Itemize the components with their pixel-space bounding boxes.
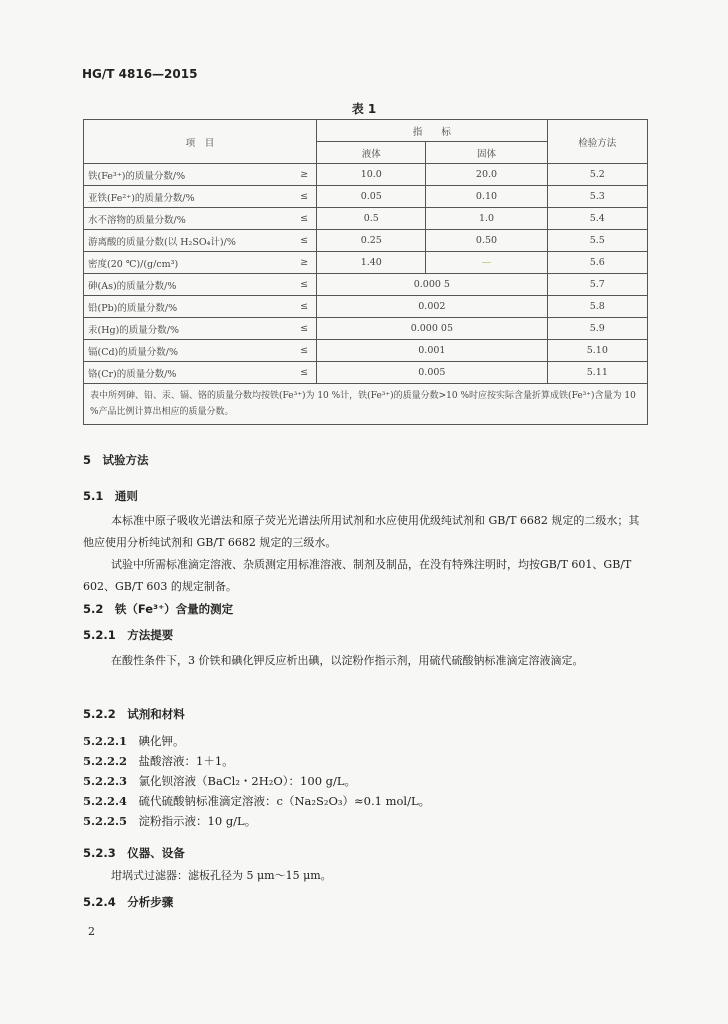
table-row <box>84 318 648 340</box>
page-number: 2 <box>88 925 95 938</box>
table-note: 表中所列砷、铅、汞、镉、铬的质量分数均按铁(Fe³⁺)为 10 %计，铁(Fe³⁺)的质量分数>10 %时应按实际含量折算成铁(Fe³⁺)含量为 10 %产品比例计算出相应的质量分数。 <box>84 384 648 425</box>
list-item-text: 盐酸溶液：1＋1。 <box>138 754 234 768</box>
list-item <box>83 793 430 809</box>
row-item: 亚铁(Fe²⁺)的质量分数/% <box>84 186 293 208</box>
header-indicator: 指 标 <box>317 120 547 142</box>
section-heading: 5.1 通则 <box>83 489 138 503</box>
row-method: 5.7 <box>547 274 647 296</box>
row-operator: ≤ <box>292 208 316 230</box>
row-operator: ≤ <box>292 362 316 384</box>
row-item: 铅(Pb)的质量分数/% <box>84 296 293 318</box>
paragraph: 在酸性条件下，3 价铁和碘化钾反应析出碘，以淀粉作指示剂，用硫代硫酸钠标准滴定溶液滴定。 <box>111 654 584 667</box>
header-liquid: 液体 <box>317 142 426 164</box>
paragraph: 本标准中原子吸收光谱法和原子荧光光谱法所用试剂和水应使用优级纯试剂和 GB/T 6682 规定的二级水；其他应使用分析纯试剂和 GB/T 6682 规定的三级水。 <box>83 514 640 549</box>
row-method: 5.2 <box>547 164 647 186</box>
row-merged-value: 0.002 <box>317 296 547 318</box>
row-operator: ≥ <box>292 252 316 274</box>
row-item: 游离酸的质量分数(以 H₂SO₄计)/% <box>84 230 293 252</box>
row-method: 5.9 <box>547 318 647 340</box>
table-row <box>84 274 648 296</box>
list-item-number: 5.2.2.5 <box>83 814 128 828</box>
row-operator: ≤ <box>292 296 316 318</box>
list-item <box>83 813 256 829</box>
row-method: 5.4 <box>547 208 647 230</box>
list-item-number: 5.2.2.3 <box>83 774 128 788</box>
section-heading: 5.2 铁（Fe³⁺）含量的测定 <box>83 602 234 616</box>
row-merged-value: 0.000 5 <box>317 274 547 296</box>
row-operator: ≤ <box>292 318 316 340</box>
list-item-number: 5.2.2.2 <box>83 754 128 768</box>
row-method: 5.10 <box>547 340 647 362</box>
table-title: 表 1 <box>351 102 377 116</box>
paragraph: 坩埚式过滤器：滤板孔径为 5 μm～15 μm。 <box>111 869 332 882</box>
section-heading: 5.2.3 仪器、设备 <box>83 846 185 860</box>
row-liquid: 0.5 <box>317 208 426 230</box>
row-liquid: 1.40 <box>317 252 426 274</box>
header-solid: 固体 <box>426 142 547 164</box>
row-method: 5.11 <box>547 362 647 384</box>
table-row <box>84 252 648 274</box>
row-item: 镉(Cd)的质量分数/% <box>84 340 293 362</box>
table-note-row <box>84 384 648 425</box>
row-method: 5.8 <box>547 296 647 318</box>
row-solid: 0.10 <box>426 186 547 208</box>
section-heading: 5.2.1 方法提要 <box>83 628 174 642</box>
row-solid: 0.50 <box>426 230 547 252</box>
row-item: 密度(20 ℃)/(g/cm³) <box>84 252 293 274</box>
row-merged-value: 0.001 <box>317 340 547 362</box>
table-row <box>84 362 648 384</box>
row-operator: ≤ <box>292 340 316 362</box>
row-operator: ≥ <box>292 164 316 186</box>
list-item-text: 氯化钡溶液（BaCl₂・2H₂O）：100 g/L。 <box>138 774 357 788</box>
standard-code: HG/T 4816—2015 <box>82 67 198 81</box>
paragraph: 试验中所需标准滴定溶液、杂质测定用标准溶液、制剂及制品，在没有特殊注明时，均按GB/T 601、GB/T 602、GB/T 603 的规定制备。 <box>83 558 632 593</box>
list-item-number: 5.2.2.1 <box>83 734 128 748</box>
row-operator: ≤ <box>292 274 316 296</box>
section-heading: 5.2.2 试剂和材料 <box>83 707 185 721</box>
list-item <box>83 753 234 769</box>
row-solid: — <box>426 252 547 274</box>
row-liquid: 0.05 <box>317 186 426 208</box>
row-operator: ≤ <box>292 230 316 252</box>
header-method: 检验方法 <box>547 120 647 164</box>
list-item-number: 5.2.2.4 <box>83 794 128 808</box>
row-method: 5.3 <box>547 186 647 208</box>
table-row <box>84 186 648 208</box>
row-item: 水不溶物的质量分数/% <box>84 208 293 230</box>
list-item-text: 硫代硫酸钠标准滴定溶液：c（Na₂S₂O₃）≈0.1 mol/L。 <box>138 794 431 808</box>
table-row <box>84 340 648 362</box>
row-merged-value: 0.005 <box>317 362 547 384</box>
row-liquid: 0.25 <box>317 230 426 252</box>
table-row <box>84 296 648 318</box>
row-liquid: 10.0 <box>317 164 426 186</box>
row-item: 铁(Fe³⁺)的质量分数/% <box>84 164 293 186</box>
spec-table <box>83 119 648 425</box>
list-item-text: 淀粉指示液：10 g/L。 <box>138 814 257 828</box>
section-heading: 5 试验方法 <box>83 453 149 467</box>
row-operator: ≤ <box>292 186 316 208</box>
row-item: 砷(As)的质量分数/% <box>84 274 293 296</box>
row-item: 汞(Hg)的质量分数/% <box>84 318 293 340</box>
list-item <box>83 773 356 789</box>
row-merged-value: 0.000 05 <box>317 318 547 340</box>
row-solid: 1.0 <box>426 208 547 230</box>
row-method: 5.6 <box>547 252 647 274</box>
table-row <box>84 164 648 186</box>
list-item <box>83 733 185 749</box>
row-method: 5.5 <box>547 230 647 252</box>
section-heading: 5.2.4 分析步骤 <box>83 895 174 909</box>
table-header-row <box>84 120 648 142</box>
table-row <box>84 208 648 230</box>
header-item: 项 目 <box>84 120 317 164</box>
row-item: 铬(Cr)的质量分数/% <box>84 362 293 384</box>
row-solid: 20.0 <box>426 164 547 186</box>
table-row <box>84 230 648 252</box>
list-item-text: 碘化钾。 <box>138 734 185 748</box>
